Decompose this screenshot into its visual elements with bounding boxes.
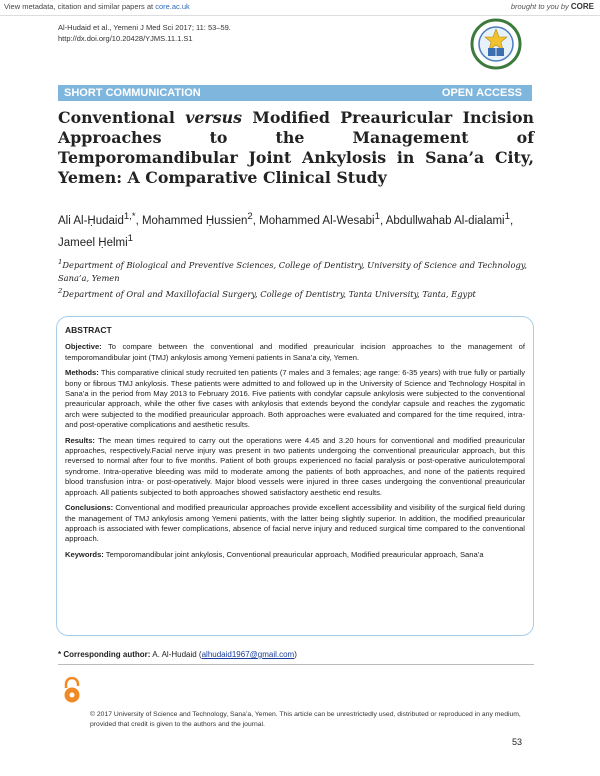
footer-divider <box>58 664 534 665</box>
core-header-bar <box>0 0 600 16</box>
abstract-conclusions: Conclusions: Conventional and modified preauricular approaches provide excellent accessibility and visibility of the surgical field during the management of TMJ ankylosis among Yemeni patients, with the latter being slightly superior. In addition, the modified preauricular approach is associated with fewer complications, absence of facial nerve injury and reduced surgical time compared to the conventional approach. <box>65 503 525 544</box>
article-title: Conventional versus Modified Preauricular Incision Approaches to the Management of Temporomandibular Joint Ankylosis in Sana’a City, Yemen: A Comparative Clinical Study <box>58 108 534 187</box>
university-seal-icon <box>470 18 522 70</box>
abstract-methods: Methods: This comparative clinical study recruited ten patients (7 males and 3 females; age range: 6-35 years) with true fully or partially bony or fibrous TMJ ankylosis. These patients were admitted to and followed up in the University of Science and Technology Hospital in Sana’a in the period from May 2013 to February 2016. Five patients with condylar capsule ankylosis were subjected to the conventional preauricular approach, while the other five cases with ankylosis that extends beyond the condylar capsule and reaches the zygomatic arch were subjected to the modified preauricular approach. Both approaches were evaluated and compared for the time required, intra- and post-operative complications and aesthetic results. <box>65 368 525 430</box>
open-access-lock-icon <box>60 677 84 703</box>
affiliation-1: $^1$Department of Biological and Preventive Sciences, College of Dentistry, University of Science and Technology, Sana’a, Yemen <box>58 258 527 283</box>
page-number: 53 <box>512 737 523 747</box>
journal-citation: Al-Hudaid et al., Yemeni J Med Sci 2017; 11: 53–59. <box>58 23 231 32</box>
short-communication-label: SHORT COMMUNICATION <box>64 87 201 99</box>
open-access-label: OPEN ACCESS <box>441 87 522 99</box>
core-brought-by[interactable]: brought to you by CORE <box>510 2 594 11</box>
abstract-box <box>56 316 534 636</box>
core-logo: CORE <box>570 2 594 11</box>
abstract-heading: ABSTRACT <box>65 325 112 335</box>
abstract-results: Results: The mean times required to carry out the operations were 4.45 and 3.20 hours for conventional and modified preauricular approaches, respectively.Facial nerve injury was present in two patients undergoing the conventional preauricular approach, but this reversed to normal after four to five months. Patient of both groups experienced no facial paralysis or post-operative auriculotemporal syndrome. Intra-operative bleeding was mild to moderate among the patients of both approaches, and none of the patients required blood transfusion intra- or post-operatively. Major blood vessels were injured in three cases undergoing the conventional preauricular approach. All patients subjected to both approaches showed satisfactory aesthetic end results. <box>65 435 525 497</box>
journal-doi: http://dx.doi.org/10.20428/YJMS.11.1.S1 <box>58 34 193 43</box>
affiliation-2: $^2$Department of Oral and Maxillofacial Surgery, College of Dentistry, Tanta University, Tanta, Egypt <box>58 286 476 299</box>
author-list: Ali Al-Ḥudaid$^{1,*}$, Mohammed Ḥussien$^2$, Mohammed Al-Wesabi$^1$, Abdullwahab Al-dialami$^1$, Jameel Ḥelmi$^1$ <box>58 211 514 249</box>
core-link[interactable]: core.ac.uk <box>155 2 190 11</box>
core-metadata-text: View metadata, citation and similar papers at core.ac.uk <box>4 2 190 11</box>
corresponding-author: * Corresponding author: A. Al-Hudaid (alhudaid1967@gmail.com) <box>58 650 297 659</box>
license-text: © 2017 University of Science and Technology, Sana’a, Yemen. This article can be unrestrictedly used, distributed or reproduced in any medium, provided that credit is given to the authors and the journal. <box>90 711 521 728</box>
abstract-keywords: Keywords: Temporomandibular joint ankylosis, Conventional preauricular approach, Modified preauricular approach, Sana’a <box>65 549 484 559</box>
corresponding-email-link[interactable]: alhudaid1967@gmail.com <box>201 650 295 659</box>
affiliations <box>58 256 534 301</box>
abstract-objective: Objective: To compare between the conventional and modified preauricular incision approaches to the management of temporomandibular joint (TMJ) ankylosis among Yemeni patients in Sana’a city, Yemen. <box>65 342 525 362</box>
journal-reference <box>58 22 231 44</box>
article-type-banner <box>58 85 532 101</box>
